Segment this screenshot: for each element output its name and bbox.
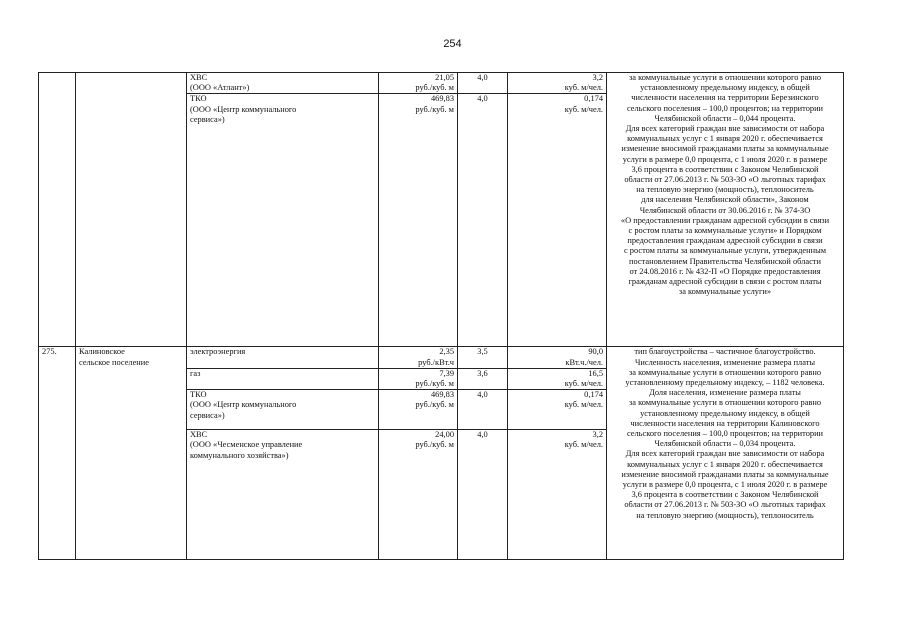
description-line: области от 27.06.2013 г. № 503-ЗО «О льготных тарифах (624, 175, 826, 185)
norm-line: 0,174 (584, 94, 603, 104)
tariff-line: руб./кВт.ч (418, 357, 454, 367)
description-line: за коммунальные услуги» (678, 287, 772, 297)
service-name-line: (ООО «Центр коммунального (190, 400, 297, 410)
service-name-line: коммунального хозяйства») (190, 450, 289, 460)
service-name-line: ХВС (190, 430, 208, 440)
description-line: установленному предельному индексу, в общей (640, 83, 810, 93)
service-name (187, 94, 379, 347)
description-line: численности населения на территории Калиновского (630, 418, 820, 428)
description-line: сельского поселения – 100,0 процентов; на территории (626, 103, 824, 113)
consumption-norm (508, 390, 607, 430)
norm-line: куб. м/чел. (564, 104, 603, 114)
tariff-line: руб./куб. м (415, 379, 454, 389)
tariff-line: 469,83 (430, 390, 454, 400)
description-line: на тепловую энергию (мощность), теплоноситель (636, 510, 814, 520)
service-name-line: сервиса») (190, 114, 225, 124)
description-line: «О предоставлении гражданам адресной субсидии в связи (620, 215, 830, 225)
consumption-norm (508, 347, 607, 368)
description-line: 3,6 процента в соответствии с Законом Челябинской (631, 164, 819, 174)
tariff-line: руб./куб. м (415, 400, 454, 410)
description-line: коммунальных услуг с 1 января 2020 г. обеспечивается (627, 459, 823, 469)
description-line: изменение вносимой гражданами платы за коммунальные (621, 144, 829, 154)
tariff-table (38, 72, 844, 560)
tariff-line: 469,83 (430, 94, 454, 104)
row-number (39, 73, 76, 347)
tariff-value (379, 347, 458, 368)
service-name-line: ТКО (190, 94, 207, 104)
consumption-norm (508, 430, 607, 560)
growth-index: 4,0 (458, 430, 508, 560)
tariff-line: руб./куб. м (415, 83, 454, 93)
norm-line: куб. м/чел. (564, 379, 603, 389)
description-line: установленному предельному индексу, в общей (640, 408, 810, 418)
norm-line: куб. м/чел. (564, 400, 603, 410)
norm-line: кВт.ч./чел. (565, 357, 603, 367)
service-name (187, 73, 379, 94)
description-line: коммунальных услуг с 1 января 2020 г. обеспечивается (627, 134, 823, 144)
growth-index: 4,0 (458, 94, 508, 347)
tariff-line: руб./куб. м (415, 104, 454, 114)
description-line: предоставления гражданам адресной субсидии в связи (627, 236, 823, 246)
description-line: для населения Челябинской области», Законом (641, 195, 809, 205)
description-line: услуги в размере 0,0 процента, с 1 июля 2020 г. в размере (622, 480, 828, 490)
municipality-line: сельское поселение (79, 357, 149, 367)
service-name-line: (ООО «Центр коммунального (190, 104, 297, 114)
tariff-line: 7,39 (439, 368, 454, 378)
growth-index: 3,6 (458, 368, 508, 389)
description-line: численности населения на территории Березинского (631, 93, 819, 103)
description-line: изменение вносимой гражданами платы за коммунальные (621, 469, 829, 479)
consumption-norm (508, 94, 607, 347)
consumption-norm (508, 368, 607, 389)
description-line: Для всех категорий граждан вне зависимости от набора (625, 449, 825, 459)
service-name (187, 430, 379, 560)
description-line: на тепловую энергию (мощность), теплоноситель (636, 185, 814, 195)
table-row (39, 347, 844, 368)
municipality-name (76, 347, 187, 560)
row-number: 275. (39, 347, 76, 560)
growth-index: 3,5 (458, 347, 508, 368)
norm-line: 16,5 (588, 368, 603, 378)
norm-line: куб. м/чел. (564, 83, 603, 93)
description-line: Доля населения, изменение размера платы (649, 388, 801, 398)
tariff-line: 2,35 (439, 347, 454, 357)
description-line: услуги в размере 0,0 процента, с 1 июля 2020 г. в размере (622, 154, 828, 164)
description-line: за коммунальные услуги в отношении которого равно (628, 367, 822, 377)
service-name (187, 390, 379, 430)
description (607, 73, 844, 347)
consumption-norm (508, 73, 607, 94)
growth-index: 4,0 (458, 390, 508, 430)
tariff-line: 21,05 (435, 73, 454, 82)
tariff-value (379, 430, 458, 560)
description-line: гражданам адресной субсидии в связи с ростом платы (628, 277, 822, 287)
description-line: 3,6 процента в соответствии с Законом Челябинской (631, 490, 819, 500)
municipality-name (76, 73, 187, 347)
description-line: Челябинской области от 30.06.2016 г. № 374-ЗО (639, 205, 811, 215)
norm-line: куб. м/чел. (564, 440, 603, 450)
description-line: постановлением Правительства Челябинской области (629, 256, 821, 266)
service-name (187, 347, 379, 368)
service-name-line: (ООО «Атлант») (190, 83, 250, 93)
description-line: Для всех категорий граждан вне зависимости от набора (625, 124, 825, 134)
norm-line: 90,0 (588, 347, 603, 357)
norm-line: 3,2 (592, 430, 603, 440)
tariff-line: руб./куб. м (415, 440, 454, 450)
description (607, 347, 844, 560)
norm-line: 0,174 (584, 390, 603, 400)
description-line: за коммунальные услуги в отношении которого равно (628, 73, 822, 82)
description-line: с ростом платы за коммунальные услуги, утвержденным (623, 246, 827, 256)
service-name-line: электроэнергия (190, 347, 246, 357)
description-line: Челябинской области – 0,034 процента. (654, 439, 796, 449)
tariff-value (379, 368, 458, 389)
description-line: тип благоустройства – частичное благоустройство. (634, 347, 816, 357)
description-line: от 24.08.2016 г. № 432-П «О Порядке предоставления (629, 266, 821, 276)
tariff-line: 24,00 (435, 430, 454, 440)
service-name (187, 368, 379, 389)
description-line: Численность населения, изменение размера платы (634, 357, 816, 367)
tariff-value (379, 390, 458, 430)
growth-index: 4,0 (458, 73, 508, 94)
description-line: сельского поселения – 100,0 процентов; на территории (626, 429, 824, 439)
table-row (39, 73, 844, 94)
description-line: установленному предельному индексу, – 1182 человека. (625, 378, 825, 388)
service-name-line: ХВС (190, 73, 208, 82)
service-name-line: газ (190, 368, 201, 378)
municipality-line: Калиновское (79, 347, 125, 357)
description-line: Челябинской области – 0,044 процента. (654, 113, 796, 123)
description-line: за коммунальные услуги в отношении которого равно (628, 398, 822, 408)
description-line: с ростом платы за коммунальные услуги» и Порядком (628, 226, 822, 236)
description-line: области от 27.06.2013 г. № 503-ЗО «О льготных тарифах (624, 500, 826, 510)
page-number: 254 (443, 38, 462, 50)
service-name-line: (ООО «Чесменское управление (190, 440, 303, 450)
service-name-line: сервиса») (190, 410, 225, 420)
tariff-value (379, 94, 458, 347)
service-name-line: ТКО (190, 390, 207, 400)
norm-line: 3,2 (592, 73, 603, 82)
tariff-value (379, 73, 458, 94)
